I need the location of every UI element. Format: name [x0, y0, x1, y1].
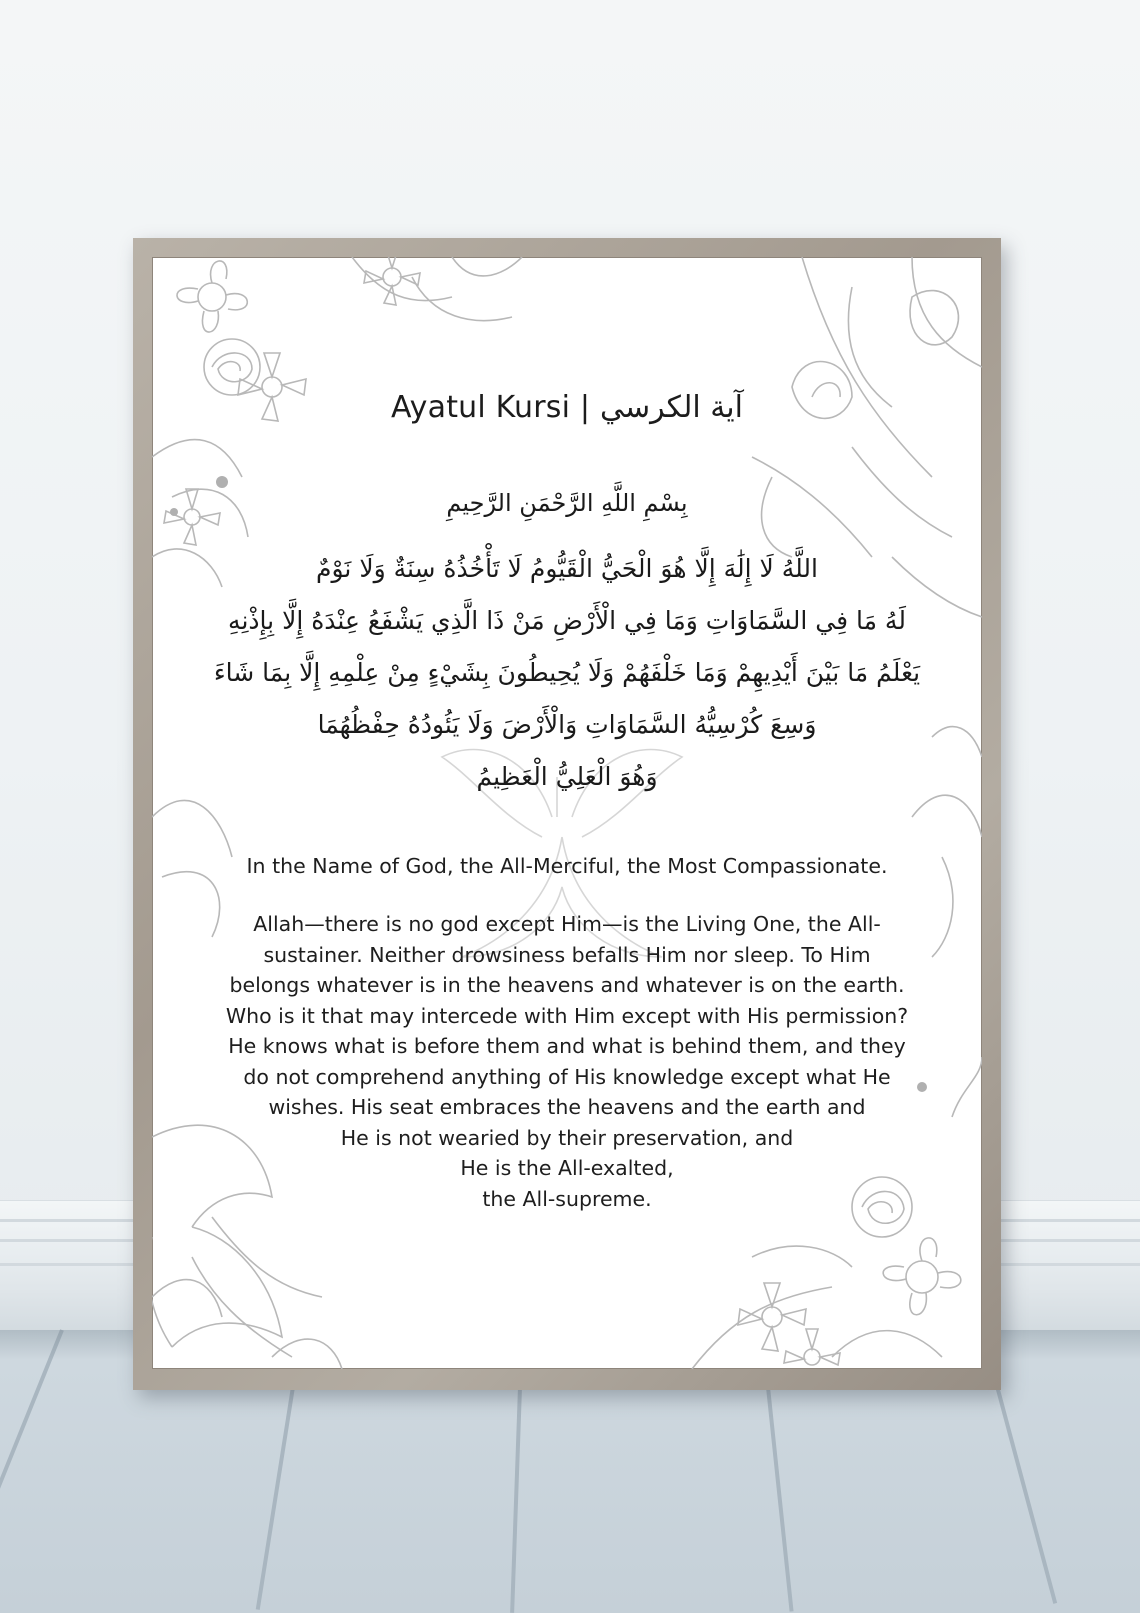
translation-line: Allah—there is no god except Him—is the Living One, the All- [253, 912, 881, 936]
flower-icon [738, 1283, 806, 1351]
arabic-line: اللَّهُ لَا إِلَٰهَ إِلَّا هُوَ الْحَيُّ الْقَيُّومُ لَا تَأْخُذُهُ سِنَةٌ وَلَا نَوْمٌ [316, 554, 818, 583]
flower-icon [364, 257, 420, 305]
translation-line: He is not wearied by their preservation, and [340, 1125, 794, 1150]
translation-line: do not comprehend anything of His knowledge except what He [243, 1064, 891, 1089]
translation-line: wishes. His seat embraces the heavens and the earth and [268, 1095, 866, 1119]
translation-line: He knows what is before them and what is behind them, and they [228, 1034, 906, 1058]
poster-title: Ayatul Kursi | آية الكرسي [391, 390, 743, 425]
translation-body [182, 909, 952, 1214]
translation-line: the All-supreme. [482, 1186, 652, 1211]
flower-icon [177, 261, 247, 332]
arabic-line: لَهُ مَا فِي السَّمَاوَاتِ وَمَا فِي الْأَرْضِ مَنْ ذَا الَّذِي يَشْفَعُ عِنْدَهُ إِلَّا بِإِذْنِهِ [228, 606, 906, 635]
flower-icon [883, 1238, 961, 1315]
translation-line: Who is it that may intercede with Him except with His permission? [225, 1003, 909, 1028]
translation-line: sustainer. Neither drowsiness befalls Him nor sleep. To Him [263, 942, 871, 967]
translation-line: belongs whatever is in the heavens and whatever is on the earth. [229, 973, 905, 997]
flower-icon [784, 1329, 840, 1365]
arabic-line: وَهُوَ الْعَلِيُّ الْعَظِيمُ [476, 762, 658, 791]
arabic-line: وَسِعَ كُرْسِيُّهُ السَّمَاوَاتِ وَالْأَرْضَ وَلَا يَئُودُهُ حِفْظُهُمَا [317, 710, 817, 739]
translation-line: He is the All-exalted, [460, 1156, 674, 1180]
arabic-line: يَعْلَمُ مَا بَيْنَ أَيْدِيهِمْ وَمَا خَلْفَهُمْ وَلَا يُحِيطُونَ بِشَيْءٍ مِنْ عِلْمِهِ إِلَّا بِمَا شَاءَ [213, 658, 921, 687]
basmala: بِسْمِ اللَّهِ الرَّحْمَنِ الرَّحِيمِ [446, 489, 688, 517]
rose-icon [204, 339, 260, 395]
translation-heading: In the Name of God, the All-Merciful, the Most Compassionate. [246, 854, 888, 878]
poster [152, 257, 982, 1369]
